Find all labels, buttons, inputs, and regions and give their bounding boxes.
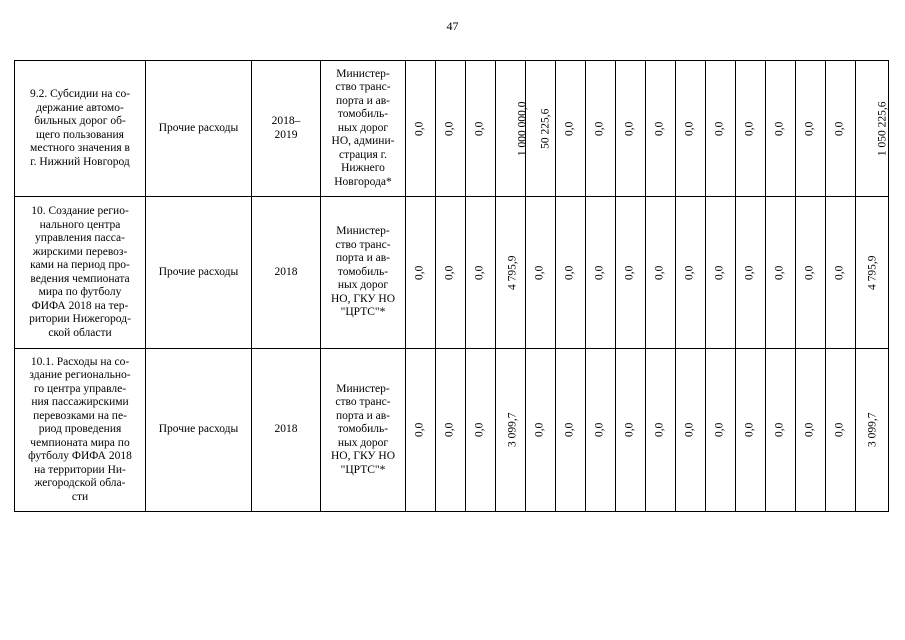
rotated-value-text: 0,0 xyxy=(443,265,456,280)
value-cell xyxy=(616,349,646,512)
value-cell xyxy=(826,197,856,349)
rotated-value-text: 0,0 xyxy=(593,422,606,438)
value-cell xyxy=(616,197,646,349)
rotated-value-text: 0,0 xyxy=(443,422,456,438)
value-cell xyxy=(526,197,556,349)
rotated-value-text: 0,0 xyxy=(653,121,666,136)
rotated-value-text: 0,0 xyxy=(833,121,846,136)
years-cell: 2018– 2019 xyxy=(252,61,321,197)
measure-name-cell: 10.1. Расходы на со- здание регионально- го центра управле- ния пассажирскими перевозками на пе- риод проведения чемпионата мира по футболу ФИФА 2018 на территории Ни- жегородской обла- сти xyxy=(15,349,146,512)
rotated-value-text: 0,0 xyxy=(413,265,426,280)
value-cell xyxy=(706,349,736,512)
value-cell xyxy=(556,61,586,197)
executor-cell: Министер- ство транс- порта и ав- томобиль- ных дорог НО, ГКУ НО "ЦРТС"* xyxy=(321,197,406,349)
value-cell xyxy=(706,61,736,197)
cost-type-cell: Прочие расходы xyxy=(146,61,252,197)
rotated-value-text: 0,0 xyxy=(743,121,756,136)
rotated-value-text: 0,0 xyxy=(473,422,486,438)
value-cell xyxy=(436,197,466,349)
rotated-value-text: 1 000 000,0 xyxy=(516,101,529,156)
rotated-value-text: 0,0 xyxy=(713,422,726,438)
rotated-value-text: 0,0 xyxy=(623,422,636,438)
rotated-value-text: 0,0 xyxy=(533,422,546,438)
rotated-value-text: 0,0 xyxy=(533,265,546,280)
value-cell xyxy=(586,197,616,349)
rotated-value-text: 0,0 xyxy=(653,422,666,438)
value-cell xyxy=(796,197,826,349)
rotated-value-text: 0,0 xyxy=(803,265,816,280)
value-cell xyxy=(496,61,529,197)
value-cell xyxy=(406,197,436,349)
value-cell xyxy=(796,61,826,197)
value-cell xyxy=(556,349,586,512)
value-cell xyxy=(766,61,796,197)
rotated-value-text: 0,0 xyxy=(413,121,426,136)
total-value-cell xyxy=(856,61,889,197)
value-cell xyxy=(436,349,466,512)
measure-name-cell: 10. Создание регио- нального центра управления пасса- жирскими перевоз- ками на период про- ведения чемпионата мира по футболу ФИФА 2018 на тер- ритории Нижегород- ской области xyxy=(15,197,146,349)
rotated-value-text: 0,0 xyxy=(803,121,816,136)
rotated-value-text: 50 225,6 xyxy=(539,108,552,149)
value-cell xyxy=(586,61,616,197)
value-cell xyxy=(676,61,706,197)
value-cell xyxy=(736,197,766,349)
cost-type-cell: Прочие расходы xyxy=(146,349,252,512)
value-cell xyxy=(676,349,706,512)
rotated-value-text: 0,0 xyxy=(833,265,846,280)
executor-cell: Министер- ство транс- порта и ав- томобиль- ных дорог НО, админи- страция г. Нижнего Новгорода* xyxy=(321,61,406,197)
rotated-value-text: 0,0 xyxy=(743,422,756,438)
rotated-value-text: 4 795,9 xyxy=(866,255,879,290)
rotated-value-text: 0,0 xyxy=(713,265,726,280)
years-cell: 2018 xyxy=(252,197,321,349)
executor-cell: Министер- ство транс- порта и ав- томобиль- ных дорог НО, ГКУ НО "ЦРТС"* xyxy=(321,349,406,512)
value-cell xyxy=(826,349,856,512)
value-cell xyxy=(646,197,676,349)
value-cell xyxy=(556,197,586,349)
rotated-value-text: 0,0 xyxy=(473,265,486,280)
value-cell xyxy=(496,349,526,512)
rotated-value-text: 0,0 xyxy=(803,422,816,438)
rotated-value-text: 0,0 xyxy=(773,121,786,136)
value-cell xyxy=(466,349,496,512)
rotated-value-text: 0,0 xyxy=(833,422,846,438)
value-cell xyxy=(436,61,466,197)
measure-name-cell: 9.2. Субсидии на со- держание автомо- бильных дорог об- щего пользования местного значения в г. Нижний Новгород xyxy=(15,61,146,197)
rotated-value-text: 0,0 xyxy=(623,121,636,136)
table-row xyxy=(15,349,889,512)
value-cell xyxy=(406,349,436,512)
rotated-value-text: 0,0 xyxy=(683,121,696,136)
value-cell xyxy=(406,61,436,197)
rotated-value-text: 0,0 xyxy=(443,121,456,136)
value-cell xyxy=(586,349,616,512)
rotated-value-text: 0,0 xyxy=(713,121,726,136)
rotated-value-text: 0,0 xyxy=(683,265,696,280)
rotated-value-text: 0,0 xyxy=(563,121,576,136)
value-cell xyxy=(736,61,766,197)
value-cell xyxy=(526,349,556,512)
value-cell xyxy=(496,197,526,349)
value-cell xyxy=(706,197,736,349)
rotated-value-text: 4 795,9 xyxy=(506,255,519,290)
years-cell: 2018 xyxy=(252,349,321,512)
rotated-value-text: 3 099,7 xyxy=(506,412,519,448)
rotated-value-text: 0,0 xyxy=(563,422,576,438)
rotated-value-text: 0,0 xyxy=(473,121,486,136)
rotated-value-text: 0,0 xyxy=(743,265,756,280)
value-cell xyxy=(766,197,796,349)
value-cell xyxy=(796,349,826,512)
rotated-value-text: 0,0 xyxy=(413,422,426,438)
rotated-value-text: 0,0 xyxy=(593,121,606,136)
rotated-value-text: 3 099,7 xyxy=(866,412,879,448)
rotated-value-text: 0,0 xyxy=(773,422,786,438)
rotated-value-text: 0,0 xyxy=(593,265,606,280)
page-number: 47 xyxy=(446,19,459,33)
rotated-value-text: 0,0 xyxy=(773,265,786,280)
budget-table xyxy=(14,60,889,512)
value-cell xyxy=(646,349,676,512)
value-cell xyxy=(826,61,856,197)
value-cell xyxy=(736,349,766,512)
rotated-value-text: 0,0 xyxy=(653,265,666,280)
table-row xyxy=(15,197,889,349)
value-cell xyxy=(466,61,496,197)
value-cell xyxy=(766,349,796,512)
total-value-cell xyxy=(856,349,889,512)
rotated-value-text: 0,0 xyxy=(623,265,636,280)
rotated-value-text: 0,0 xyxy=(683,422,696,438)
table-row xyxy=(15,61,889,197)
value-cell xyxy=(616,61,646,197)
value-cell xyxy=(646,61,676,197)
cost-type-cell: Прочие расходы xyxy=(146,197,252,349)
total-value-cell xyxy=(856,197,889,349)
value-cell xyxy=(466,197,496,349)
rotated-value-text: 0,0 xyxy=(563,265,576,280)
rotated-value-text: 1 050 225,6 xyxy=(876,101,889,156)
value-cell xyxy=(676,197,706,349)
